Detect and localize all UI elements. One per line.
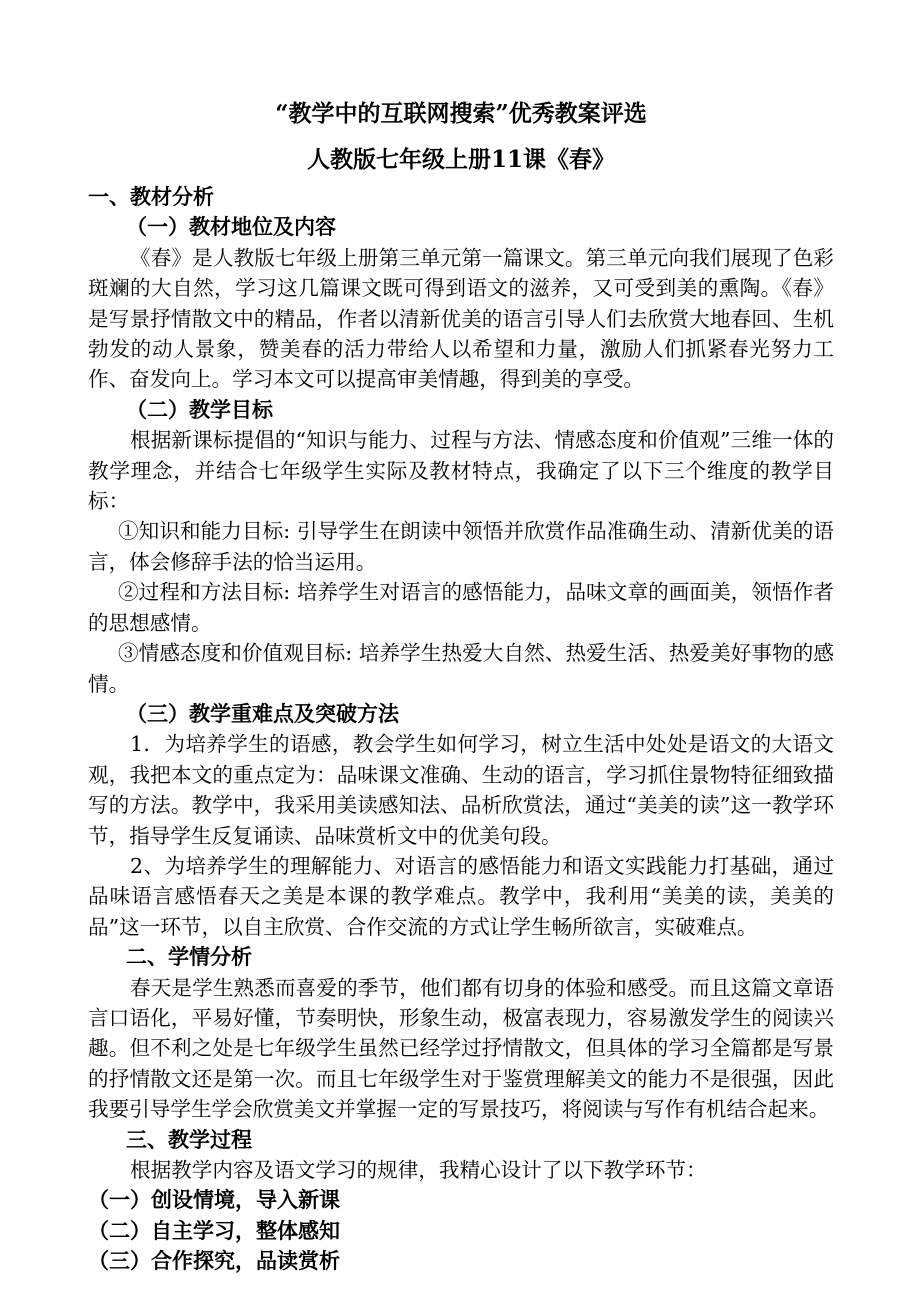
process-step-1: （一）创设情境，导入新课 bbox=[88, 1187, 340, 1213]
section-heading-process: 三、教学过程 bbox=[126, 1126, 252, 1152]
process-step-2: （二）自主学习，整体感知 bbox=[88, 1217, 340, 1243]
key-point-2: 2、为培养学生的理解能力、对语言的感悟能力和语文实践能力打基础，通过品味语言感悟春天之美是本课的教学难点。教学中，我利用“美美的读，美美的品”这一环节，以自主欣赏、合作交流的方式让学生畅所欲言，实破难点。 bbox=[88, 853, 834, 939]
paragraph-process-intro: 根据教学内容及语文学习的规律，我精心设计了以下教学环节： bbox=[130, 1158, 707, 1182]
paragraph-students: 春天是学生熟悉而喜爱的季节，他们都有切身的体验和感受。而且这篇文章语言口语化，平易好懂，节奏明快，形象生动，极富表现力，容易激发学生的阅读兴趣。但不利之处是七年级学生虽然已经学过抒情散文，但具体的学习全篇都是写景的抒情散文还是第一次。而且七年级学生对于鉴赏理解美文的能力不是很强，因此我要引导学生学会欣赏美文并掌握一定的写景技巧，将阅读与写作有机结合起来。 bbox=[88, 975, 834, 1122]
subsection-heading-key-points: （三）教学重难点及突破方法 bbox=[126, 700, 399, 726]
document-page bbox=[88, 92, 834, 1277]
process-step-3: （三）合作探究，品读赏析 bbox=[88, 1248, 340, 1274]
subsection-heading-position: （一）教材地位及内容 bbox=[126, 214, 336, 240]
document-title: “教学中的互联网搜索”优秀教案评选 bbox=[275, 100, 647, 127]
subsection-heading-goals: （二）教学目标 bbox=[126, 396, 273, 422]
section-heading-students: 二、学情分析 bbox=[126, 944, 252, 970]
goal-attitude: ③情感态度和价值观目标: 培养学生热爱大自然、热爱生活、热爱美好事物的感情。 bbox=[88, 641, 834, 696]
goal-knowledge: ①知识和能力目标: 引导学生在朗读中领悟并欣赏作品准确生动、清新优美的语言，体会修辞手法的恰当运用。 bbox=[88, 519, 834, 574]
key-point-1: 1．为培养学生的语感，教会学生如何学习，树立生活中处处是语文的大语文观，我把本文的重点定为：品味课文准确、生动的语言，学习抓住景物特征细致描写的方法。教学中，我采用美读感知法、品析欣赏法，通过“美美的读”这一教学环节，指导学生反复诵读、品味赏析文中的优美句段。 bbox=[88, 732, 834, 848]
section-heading-materials: 一、教材分析 bbox=[88, 184, 214, 209]
goal-process: ②过程和方法目标: 培养学生对语言的感悟能力，品味文章的画面美，领悟作者的思想感情。 bbox=[88, 580, 834, 635]
paragraph-goals-intro: 根据新课标提倡的“知识与能力、过程与方法、情感态度和价值观”三维一体的教学理念，并结合七年级学生实际及教材特点，我确定了以下三个维度的教学目标： bbox=[88, 428, 834, 514]
paragraph-position-content: 《春》是人教版七年级上册第三单元第一篇课文。第三单元向我们展现了色彩斑斓的大自然，学习这几篇课文既可得到语文的滋养，又可受到美的熏陶。《春》是写景抒情散文中的精品，作者以清新优美的语言引导人们去欣赏大地春回、生机勃发的动人景象，赞美春的活力带给人以希望和力量，激励人们抓紧春光努力工作、奋发向上。学习本文可以提高审美情趣，得到美的享受。 bbox=[88, 245, 834, 392]
document-subtitle: 人教版七年级上册11课《春》 bbox=[306, 146, 615, 173]
